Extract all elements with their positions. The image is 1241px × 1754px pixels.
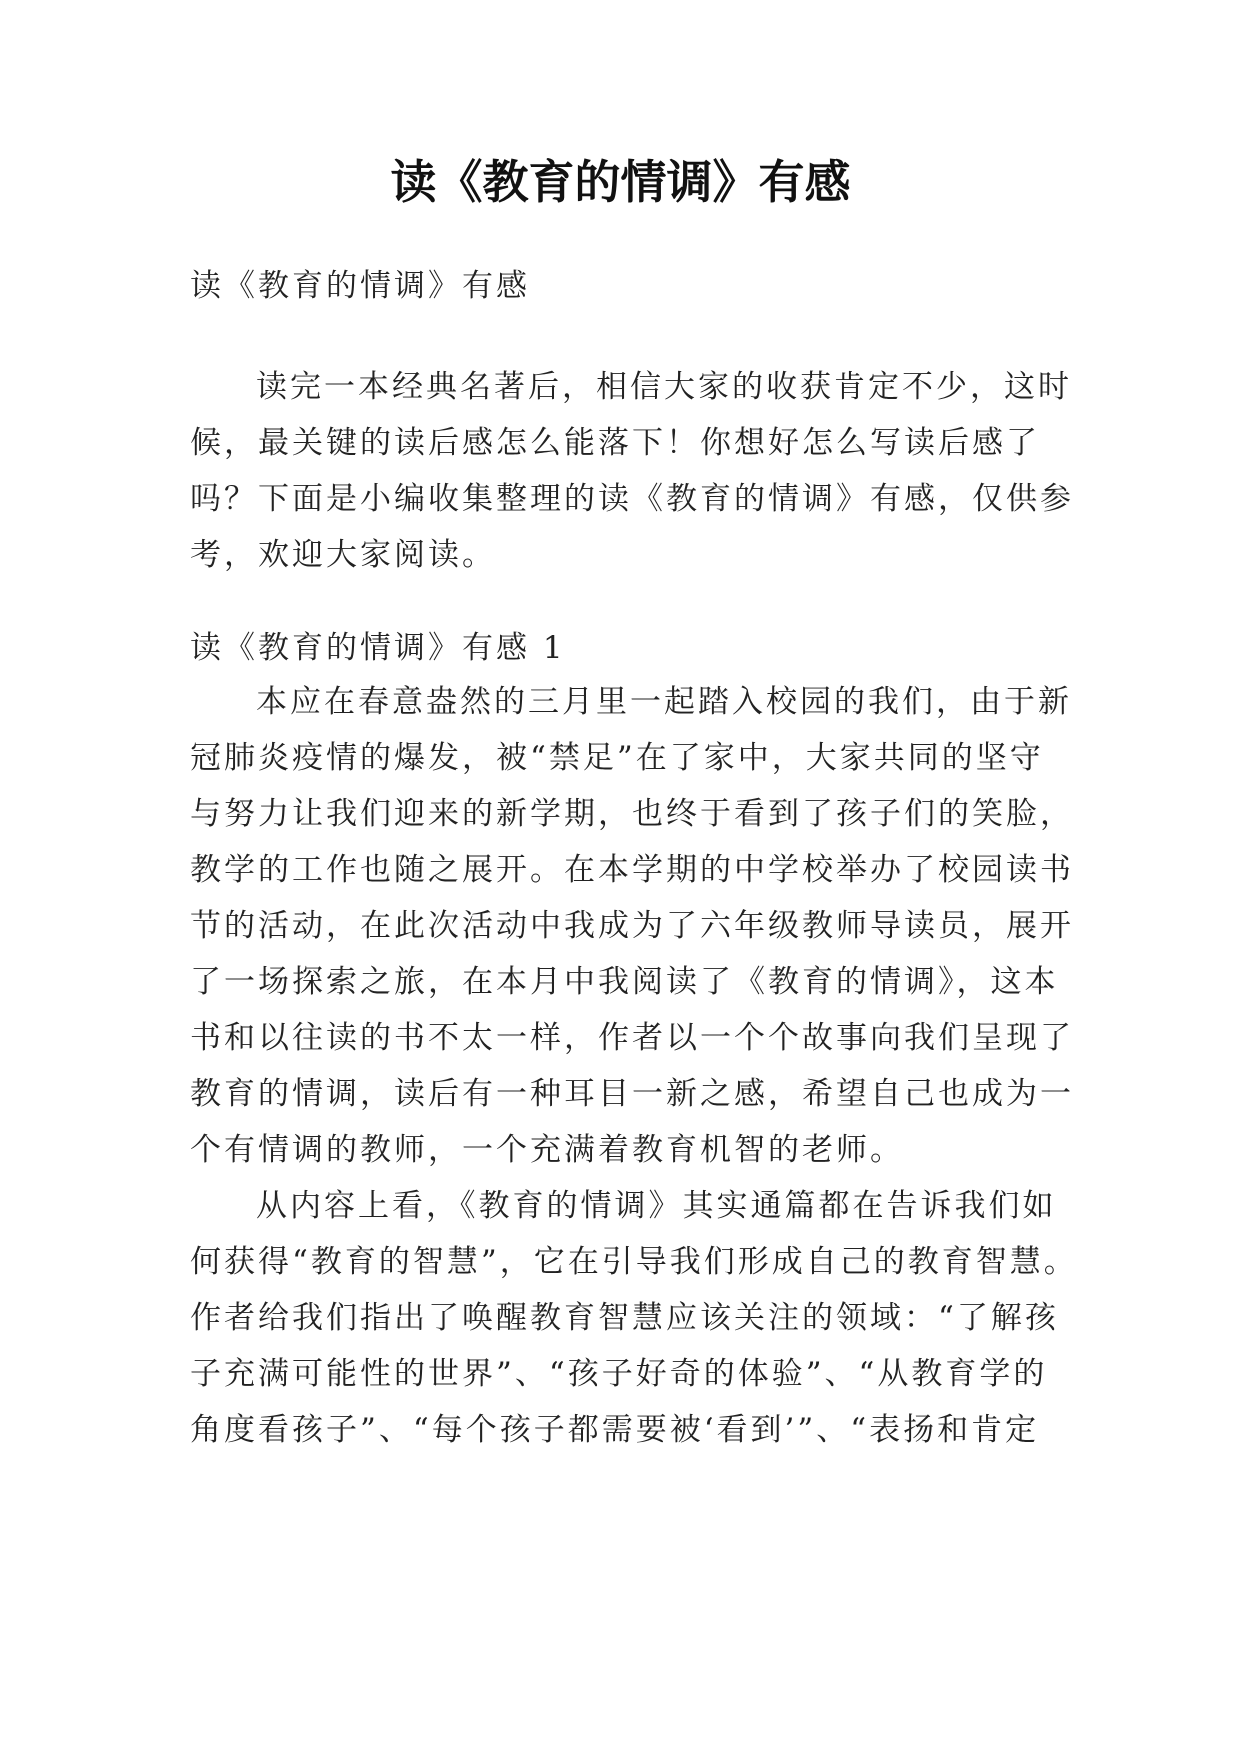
paragraph-line: 教学的工作也随之展开。在本学期的中学校举办了校园读书 <box>190 852 1074 888</box>
paragraph-line: 子充满可能性的世界”、“孩子好奇的体验”、“从教育学的 <box>190 1356 1048 1392</box>
intro-line: 读完一本经典名著后，相信大家的收获肯定不少，这时 <box>256 369 1072 405</box>
paragraph-line: 从内容上看，《教育的情调》其实通篇都在告诉我们如 <box>256 1188 1057 1224</box>
intro-line: 考，欢迎大家阅读。 <box>190 537 496 573</box>
paragraph-line: 书和以往读的书不太一样，作者以一个个故事向我们呈现了 <box>190 1020 1074 1056</box>
body-paragraph-2 <box>190 1178 1078 1458</box>
paragraph-line: 本应在春意盎然的三月里一起踏入校园的我们，由于新 <box>256 684 1072 720</box>
paragraph-line: 何获得“教育的智慧”，它在引导我们形成自己的教育智慧。 <box>190 1244 1078 1280</box>
subtitle-line: 读《教育的情调》有感 <box>190 268 530 304</box>
paragraph-line: 个有情调的教师，一个充满着教育机智的老师。 <box>190 1132 904 1168</box>
paragraph-line: 了一场探索之旅，在本月中我阅读了《教育的情调》，这本 <box>190 964 1059 1000</box>
document-title: 读《教育的情调》有感 <box>390 155 851 209</box>
section-heading-line: 读《教育的情调》有感 1 <box>190 630 566 666</box>
paragraph-line: 与努力让我们迎来的新学期，也终于看到了孩子们的笑脸， <box>190 796 1074 832</box>
intro-line: 吗？下面是小编收集整理的读《教育的情调》有感，仅供参 <box>190 481 1074 517</box>
paragraph-line: 角度看孩子”、“每个孩子都需要被‘看到’”、“表扬和肯定 <box>190 1412 1040 1448</box>
section-heading <box>190 620 1070 676</box>
paragraph-line: 作者给我们指出了唤醒教育智慧应该关注的领域：“了解孩 <box>190 1300 1059 1336</box>
intro-paragraph <box>190 359 1074 583</box>
paragraph-line: 教育的情调，读后有一种耳目一新之感，希望自己也成为一 <box>190 1076 1074 1112</box>
intro-line: 候，最关键的读后感怎么能落下！你想好怎么写读后感了 <box>190 425 1040 461</box>
paragraph-line: 节的活动，在此次活动中我成为了六年级教师导读员，展开 <box>190 908 1074 944</box>
body-paragraph-1 <box>190 674 1074 1178</box>
document-subtitle <box>190 258 1070 314</box>
paragraph-line: 冠肺炎疫情的爆发，被“禁足”在了家中，大家共同的坚守 <box>190 740 1044 776</box>
